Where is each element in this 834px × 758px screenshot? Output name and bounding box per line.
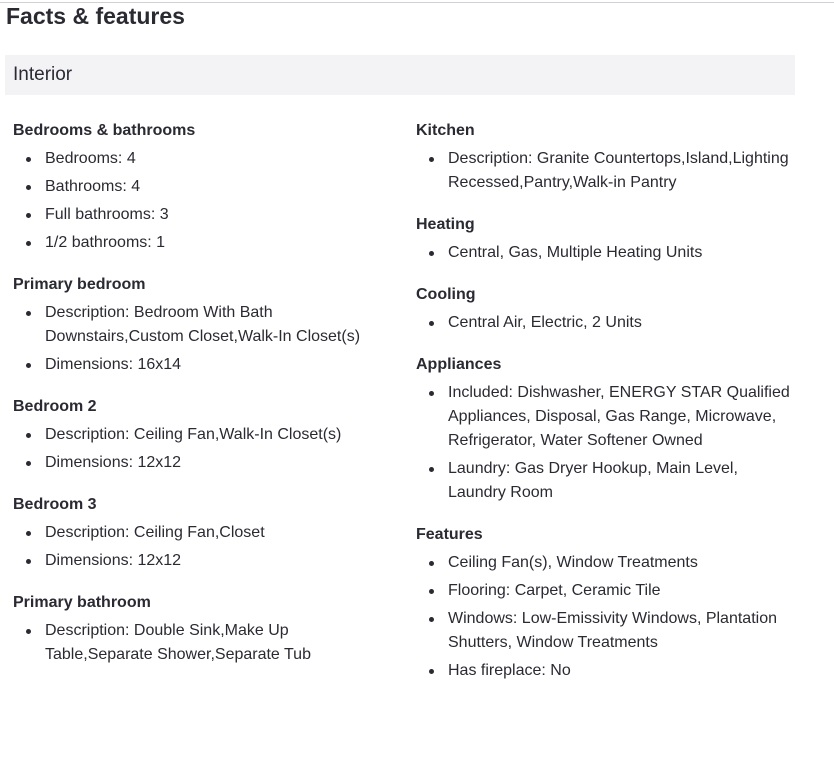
fact-item: Flooring: Carpet, Ceramic Tile <box>448 579 796 603</box>
group-bedrooms-bathrooms <box>13 119 393 255</box>
fact-item: Central Air, Electric, 2 Units <box>448 311 796 335</box>
fact-list <box>13 147 393 255</box>
fact-item: Included: Dishwasher, ENERGY STAR Qualified Appliances, Disposal, Gas Range, Microwave, Refrigerator, Water Softener Owned <box>448 381 796 453</box>
group-heading: Appliances <box>416 356 502 373</box>
fact-item: Full bathrooms: 3 <box>45 203 393 227</box>
fact-item: Dimensions: 12x12 <box>45 451 393 475</box>
group-heading: Kitchen <box>416 122 475 139</box>
fact-item: Has fireplace: No <box>448 659 796 683</box>
fact-item: Description: Double Sink,Make Up Table,Separate Shower,Separate Tub <box>45 619 393 667</box>
right-column <box>416 119 796 701</box>
fact-item: Bedrooms: 4 <box>45 147 393 171</box>
left-column <box>13 119 393 685</box>
group-bedroom-3 <box>13 493 393 573</box>
group-features <box>416 523 796 683</box>
group-heading: Bedroom 2 <box>13 398 97 415</box>
fact-list <box>13 423 393 475</box>
fact-item: Dimensions: 16x14 <box>45 353 393 377</box>
group-heading: Cooling <box>416 286 476 303</box>
fact-item: Description: Bedroom With Bath Downstairs,Custom Closet,Walk-In Closet(s) <box>45 301 393 349</box>
fact-list <box>13 619 393 667</box>
fact-item: Bathrooms: 4 <box>45 175 393 199</box>
fact-item: Description: Ceiling Fan,Closet <box>45 521 393 545</box>
fact-item: Description: Ceiling Fan,Walk-In Closet(s) <box>45 423 393 447</box>
fact-list <box>416 241 796 265</box>
group-bedroom-2 <box>13 395 393 475</box>
fact-item: Central, Gas, Multiple Heating Units <box>448 241 796 265</box>
group-appliances <box>416 353 796 505</box>
fact-item: Laundry: Gas Dryer Hookup, Main Level, Laundry Room <box>448 457 796 505</box>
group-kitchen <box>416 119 796 195</box>
fact-list <box>416 551 796 683</box>
fact-item: Dimensions: 12x12 <box>45 549 393 573</box>
fact-list <box>416 147 796 195</box>
group-primary-bathroom <box>13 591 393 667</box>
fact-item: Description: Granite Countertops,Island,Lighting Recessed,Pantry,Walk-in Pantry <box>448 147 796 195</box>
group-cooling <box>416 283 796 335</box>
fact-item: 1/2 bathrooms: 1 <box>45 231 393 255</box>
page-title: Facts & features <box>6 3 185 29</box>
group-heading: Bedroom 3 <box>13 496 97 513</box>
fact-list <box>416 381 796 505</box>
group-primary-bedroom <box>13 273 393 377</box>
group-heading: Primary bedroom <box>13 276 146 293</box>
section-title: Interior <box>13 64 73 85</box>
section-header-interior <box>5 55 795 95</box>
fact-item: Windows: Low-Emissivity Windows, Plantation Shutters, Window Treatments <box>448 607 796 655</box>
fact-list <box>13 301 393 377</box>
group-heading: Primary bathroom <box>13 594 151 611</box>
fact-list <box>13 521 393 573</box>
fact-list <box>416 311 796 335</box>
group-heading: Features <box>416 526 483 543</box>
group-heading: Bedrooms & bathrooms <box>13 122 196 139</box>
group-heading: Heating <box>416 216 475 233</box>
group-heating <box>416 213 796 265</box>
fact-item: Ceiling Fan(s), Window Treatments <box>448 551 796 575</box>
